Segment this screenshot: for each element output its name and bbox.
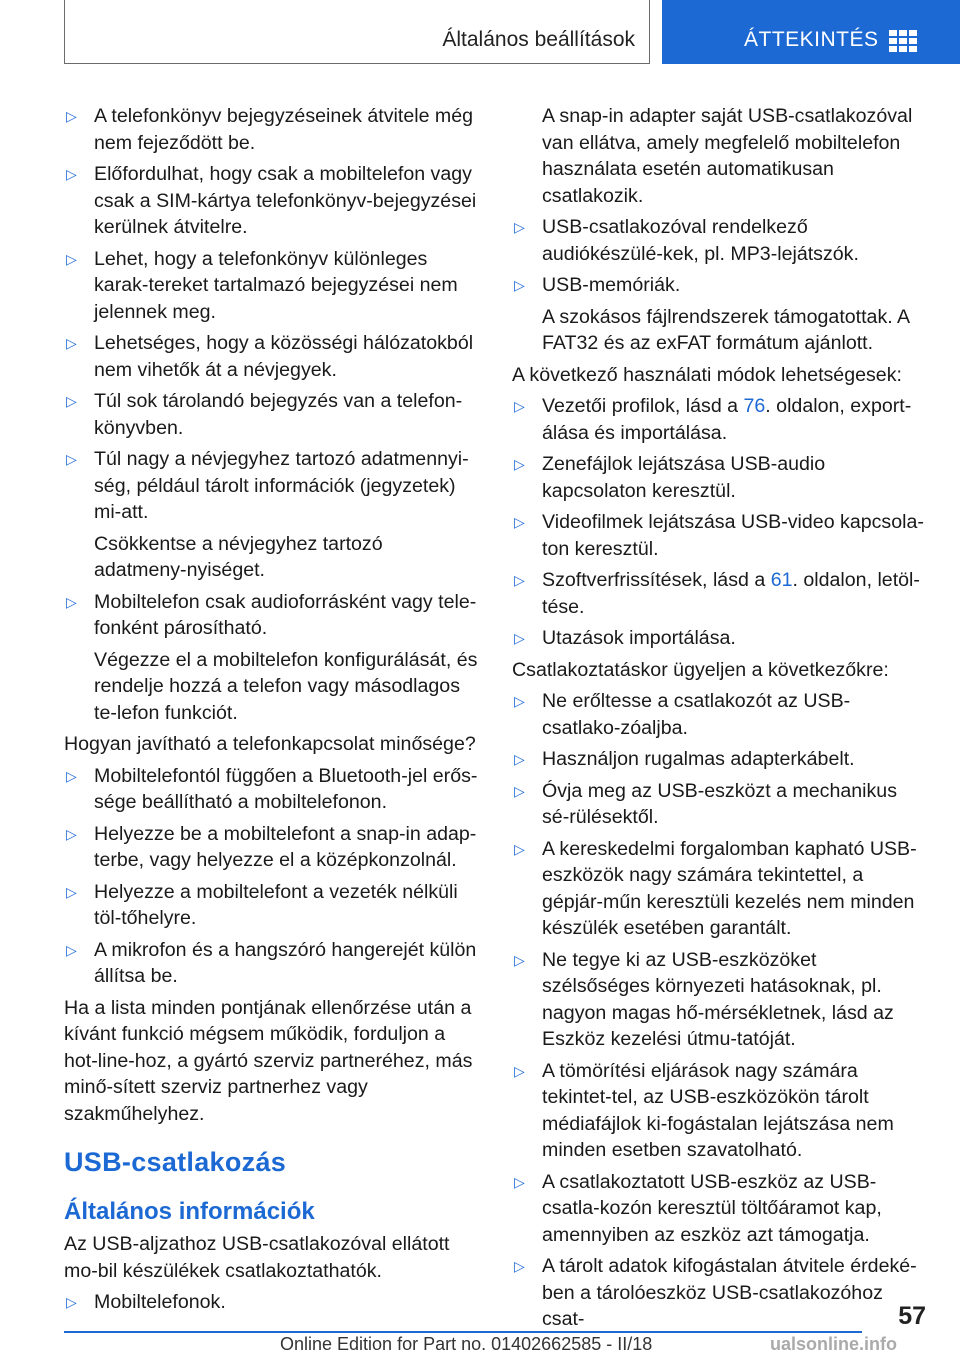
triangle-bullet-icon: ▷ <box>66 166 77 182</box>
section-heading: USB-csatlakozás <box>64 1147 287 1177</box>
triangle-bullet-icon: ▷ <box>514 840 525 857</box>
triangle-bullet-icon: ▷ <box>514 1258 525 1274</box>
triangle-bullet-icon: ▷ <box>514 1173 525 1190</box>
question-paragraph: Hogyan javítható a telefonkapcsolat minősége? <box>64 733 476 755</box>
overview-tab[interactable] <box>662 0 960 64</box>
list-item: ▷ Mobiltelefontól függően a Bluetooth-jel erős-sége beállítható a mobiltelefonon. <box>66 764 478 813</box>
list-item: ▷ Óvja meg az USB-eszközt a mechanikus sé-rülésektől. <box>514 779 898 828</box>
list-item: ▷ USB-memóriák. <box>512 272 926 299</box>
list-item: ▷ Használjon rugalmas adapterkábelt. <box>512 746 926 773</box>
left-column <box>64 103 478 1321</box>
modes-paragraph: A következő használati módok lehetségesek: <box>512 363 902 386</box>
list-item-continuation: Csökkentse a névjegyhez tartozó adatmeny-nyiséget. <box>94 532 383 581</box>
edition-text: Online Edition for Part no. 01402662585 - II/18 <box>280 1334 653 1354</box>
list-item: ▷ Szoftverfrissítések, lásd a 61. oldalon, letöl-tése. <box>514 569 920 618</box>
triangle-bullet-icon: ▷ <box>66 941 77 958</box>
footer-divider <box>64 1331 862 1333</box>
triangle-bullet-icon: ▷ <box>514 693 525 709</box>
triangle-bullet-icon: ▷ <box>514 751 525 767</box>
triangle-bullet-icon: ▷ <box>66 250 77 267</box>
closing-paragraph: Ha a lista minden pontjának ellenőrzése után a kívánt funkció mégsem működik, forduljon a hot-line-hoz, a gyártó szerviz partneréhez, más minő-sített szerviz partnerhez vagy szakműhelyhez. <box>64 996 473 1125</box>
triangle-bullet-icon: ▷ <box>66 1294 77 1310</box>
list-item-continuation: A snap-in adapter saját USB-csatlakozóval van ellátva, amely megfelelő mobiltelefon használata esetén automatikusan csatlakozik. <box>542 105 913 207</box>
triangle-bullet-icon: ▷ <box>66 335 77 351</box>
triangle-bullet-icon: ▷ <box>514 1062 525 1079</box>
header-section-box <box>64 0 650 64</box>
page-number: 57 <box>898 1302 926 1330</box>
triangle-bullet-icon: ▷ <box>514 398 525 414</box>
list-item: ▷ Vezetői profilok, lásd a 76. oldalon, export-álása és importálása. <box>514 395 912 444</box>
list-item: ▷ Helyezze a mobiltelefont a vezeték nélküli töl-tőhelyre. <box>66 880 458 929</box>
list-item: ▷ A tárolt adatok kifogástalan átvitele érdeké-ben a tárolóeszköz USB-csatlakozóhoz csat- <box>514 1255 917 1330</box>
triangle-bullet-icon: ▷ <box>66 883 77 900</box>
list-item-continuation: Végezze el a mobiltelefon konfigurálását, és rendelje hozzá a telefon vagy másodlagos te-lefon funkciót. <box>94 648 478 724</box>
list-item: ▷ A csatlakoztatott USB-eszköz az USB-csatla-kozón keresztül töltőáramot kap, amennyiben az eszköz azt támogatja. <box>514 1170 882 1246</box>
triangle-bullet-icon: ▷ <box>514 951 525 968</box>
list-item: ▷ Videofilmek lejátszása USB-video kapcsola-ton keresztül. <box>514 511 924 560</box>
list-item: ▷ Lehetséges, hogy a közösségi hálózatokból nem vihetők át a névjegyek. <box>66 332 474 381</box>
list-item: ▷ Ne tegye ki az USB-eszközöket szélsőséges környezeti hatásoknak, pl. nagyon magas hő-mérsékletnek, lásd az Eszköz kezelési útmu-tatóját. <box>514 948 894 1050</box>
list-item: ▷ Lehet, hogy a telefonkönyv különleges karak-tereket tartalmazó bejegyzései nem jelennek meg. <box>66 247 458 323</box>
list-item: ▷ Utazások importálása. <box>512 625 926 652</box>
overview-tab-label: ÁTTEKINTÉS <box>744 28 879 51</box>
list-item: ▷ Előfordulhat, hogy csak a mobiltelefon vagy csak a SIM-kártya telefonkönyv-bejegyzései kerülnek átvitelre. <box>66 163 477 238</box>
list-item: ▷ Mobiltelefon csak audioforrásként vagy tele-fonként párosítható. <box>66 590 477 639</box>
list-item: ▷ Túl nagy a névjegyhez tartozó adatmennyi-ség, például tárolt információk (jegyzetek) mi-att. <box>66 448 469 523</box>
triangle-bullet-icon: ▷ <box>514 456 525 472</box>
list-item: ▷ Helyezze be a mobiltelefont a snap-in adap-terbe, vagy helyezze el a középkonzolnál. <box>66 822 477 871</box>
list-item: ▷ A mikrofon és a hangszóró hangerejét külön állítsa be. <box>66 938 477 987</box>
triangle-bullet-icon: ▷ <box>66 108 77 124</box>
right-column <box>512 103 926 1338</box>
triangle-bullet-icon: ▷ <box>514 572 525 588</box>
triangle-bullet-icon: ▷ <box>66 767 77 784</box>
list-item: ▷ A tömörítési eljárások nagy számára tekintet-tel, az USB-eszközökön tárolt médiafájlok ki-fogástalan lejátszása nem minden esetben szavatolható. <box>514 1059 894 1161</box>
triangle-bullet-icon: ▷ <box>66 393 77 409</box>
grid-icon <box>889 30 917 52</box>
triangle-bullet-icon: ▷ <box>514 514 525 530</box>
triangle-bullet-icon: ▷ <box>514 277 525 293</box>
list-item: ▷ A kereskedelmi forgalomban kapható USB-eszközök nagy számára tekintettel, a gépjár-műn keresztüli kezelés nem minden készülék esetében garantált. <box>514 837 917 939</box>
triangle-bullet-icon: ▷ <box>66 593 77 610</box>
list-item: ▷ USB-csatlakozóval rendelkező audiókészülé-kek, pl. MP3-lejátszók. <box>514 216 859 265</box>
list-item: ▷ A telefonkönyv bejegyzéseinek átvitele még nem fejeződött be. <box>66 105 474 154</box>
list-item: ▷ Ne erőltesse a csatlakozót az USB-csatlako-zóaljba. <box>514 690 851 739</box>
triangle-bullet-icon: ▷ <box>66 451 77 467</box>
header-section-title: Általános beállítások <box>442 28 635 51</box>
triangle-bullet-icon: ▷ <box>514 630 525 646</box>
triangle-bullet-icon: ▷ <box>514 219 525 235</box>
intro-paragraph: Az USB-aljzathoz USB-csatlakozóval ellátott mo-bil készülékek csatlakoztathatók. <box>64 1233 450 1282</box>
list-item-continuation: A szokásos fájlrendszerek támogatottak. A FAT32 és az exFAT formátum ajánlott. <box>542 305 910 354</box>
list-item: ▷ Zenefájlok lejátszása USB-audio kapcsolaton keresztül. <box>514 453 826 502</box>
subsection-heading: Általános információk <box>64 1198 315 1225</box>
connect-paragraph: Csatlakoztatáskor ügyeljen a következőkre: <box>512 658 889 681</box>
watermark-text: ualsonline.info <box>770 1334 898 1354</box>
list-item: ▷ Túl sok tárolandó bejegyzés van a telefon-könyvben. <box>66 390 463 439</box>
page-link-76[interactable]: 76 <box>743 395 766 417</box>
page-link-61[interactable]: 61 <box>770 569 793 591</box>
list-item: ▷ Mobiltelefonok. <box>64 1289 478 1316</box>
triangle-bullet-icon: ▷ <box>514 782 525 799</box>
triangle-bullet-icon: ▷ <box>66 825 77 842</box>
